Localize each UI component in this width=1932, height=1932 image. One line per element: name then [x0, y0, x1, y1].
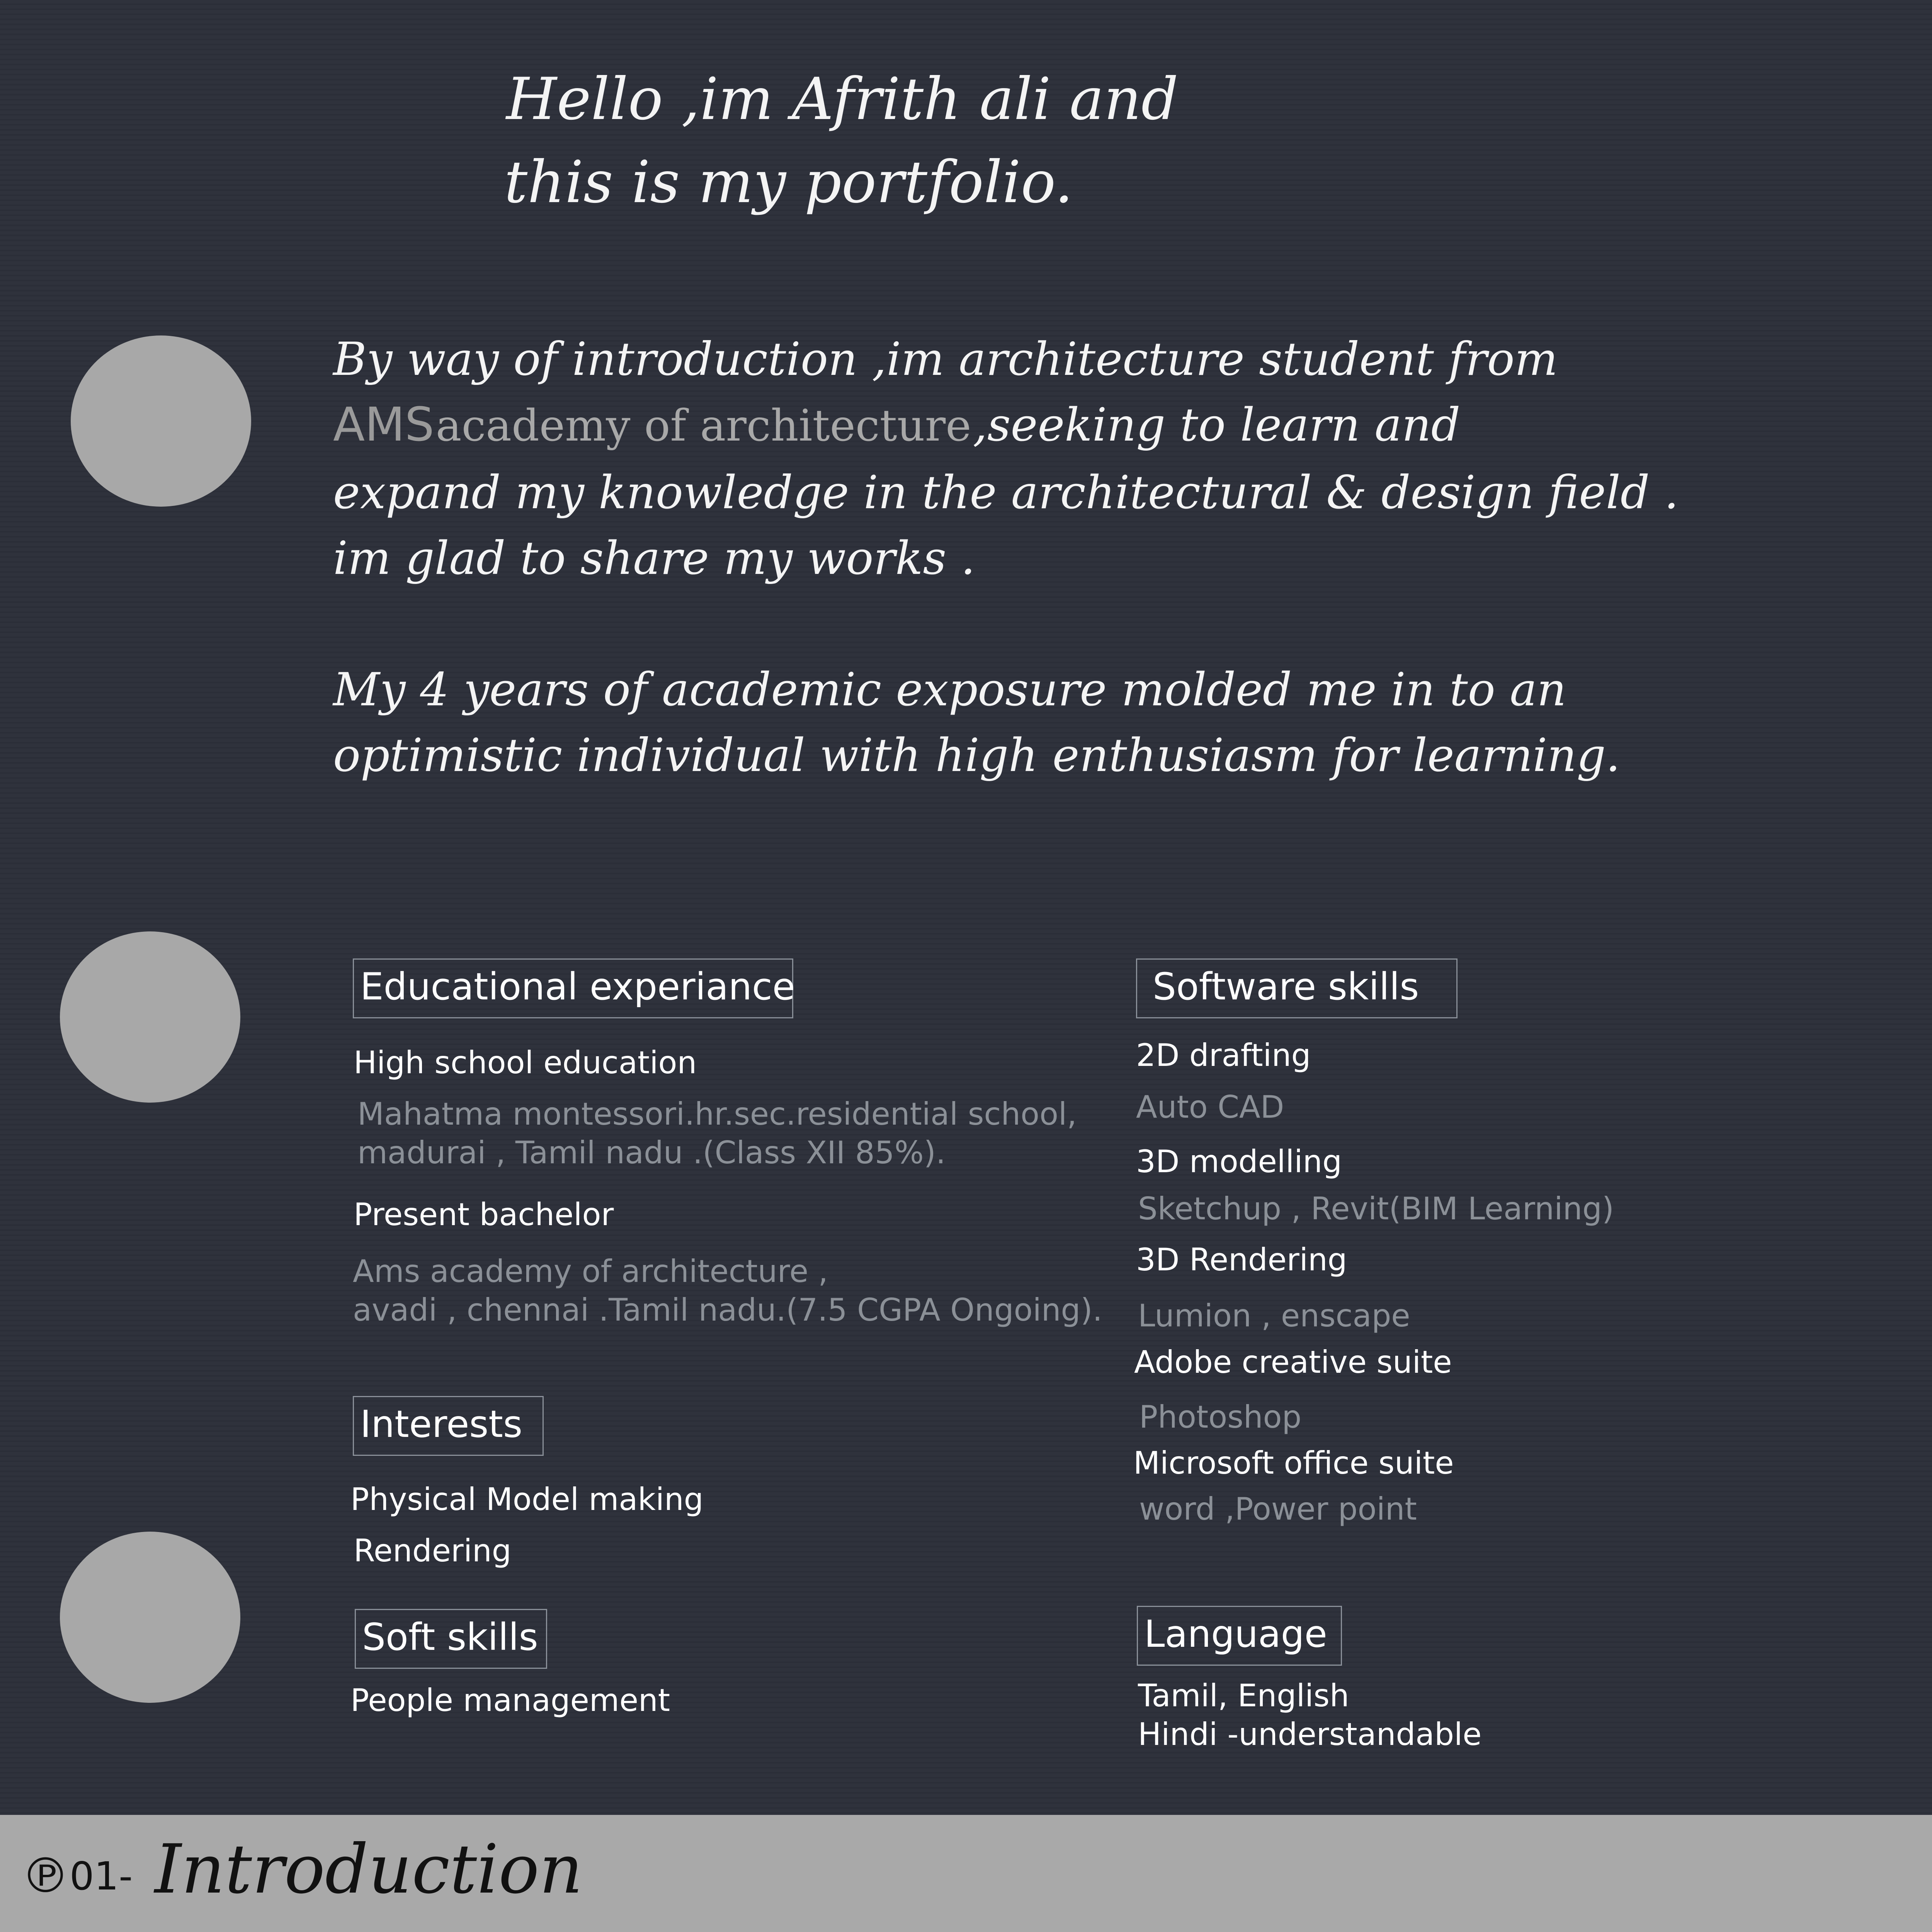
page-title: Introduction	[155, 1830, 583, 1909]
academy-text: academy of architecture	[435, 401, 971, 451]
software-group-detail: Lumion , enscape	[1138, 1298, 1410, 1334]
software-group-detail: Auto CAD	[1136, 1089, 1284, 1125]
interest-item: Rendering	[354, 1533, 512, 1569]
decorative-circle-middle	[60, 931, 240, 1103]
bachelor-label: Present bachelor	[354, 1197, 614, 1232]
intro-line-2	[333, 398, 1460, 452]
software-group-label: Adobe creative suite	[1134, 1344, 1452, 1380]
software-group-detail: word ,Power point	[1139, 1491, 1417, 1527]
software-group-label: 3D modelling	[1136, 1144, 1342, 1180]
intro-line-2-rest: ,seeking to learn and	[973, 398, 1461, 451]
software-group-detail: Sketchup , Revit(BIM Learning)	[1138, 1191, 1614, 1227]
high-school-detail-2: madurai , Tamil nadu .(Class XII 85%).	[357, 1135, 946, 1171]
software-group-detail: Photoshop	[1139, 1399, 1302, 1435]
intro-line-4: im glad to share my works .	[333, 531, 976, 585]
decorative-circle-bottom	[60, 1532, 240, 1703]
decorative-circle-top	[71, 335, 251, 507]
high-school-detail-1: Mahatma montessori.hr.sec.residential school,	[357, 1096, 1077, 1132]
footer-bar	[0, 1815, 1932, 1932]
greeting-line-1: Hello ,im Afrith ali and	[506, 66, 1179, 133]
intro-line-1: By way of introduction ,im architecture student from	[333, 332, 1558, 386]
intro-line-6: optimistic individual with high enthusiasm for learning.	[333, 729, 1621, 782]
interest-item: Physical Model making	[350, 1481, 704, 1517]
high-school-label: High school education	[354, 1045, 697, 1081]
language-line-1: Tamil, English	[1138, 1678, 1349, 1714]
software-group-label: 2D drafting	[1136, 1037, 1311, 1073]
intro-line-3: expand my knowledge in the architectural & design field .	[333, 466, 1679, 519]
bachelor-detail-1: Ams academy of architecture ,	[353, 1253, 828, 1289]
soft-skill-item: People management	[350, 1682, 670, 1718]
language-heading: Language	[1137, 1606, 1342, 1666]
software-heading: Software skills	[1136, 958, 1458, 1018]
education-heading: Educational experiance	[353, 958, 793, 1018]
soft-skills-heading: Soft skills	[355, 1609, 547, 1669]
software-group-label: 3D Rendering	[1136, 1242, 1347, 1278]
bachelor-detail-2: avadi , chennai .Tamil nadu.(7.5 CGPA Ongoing).	[353, 1292, 1102, 1328]
software-group-label: Microsoft office suite	[1133, 1445, 1454, 1481]
greeting-line-2: this is my portfolio.	[504, 149, 1073, 216]
page-number: 01-	[70, 1854, 133, 1899]
page-mark-icon: ℗	[21, 1848, 70, 1904]
ams-text: AMS	[333, 398, 434, 452]
language-line-2: Hindi -understandable	[1138, 1716, 1482, 1752]
intro-line-5: My 4 years of academic exposure molded me in to an	[333, 663, 1566, 716]
interests-heading: Interests	[353, 1396, 544, 1456]
